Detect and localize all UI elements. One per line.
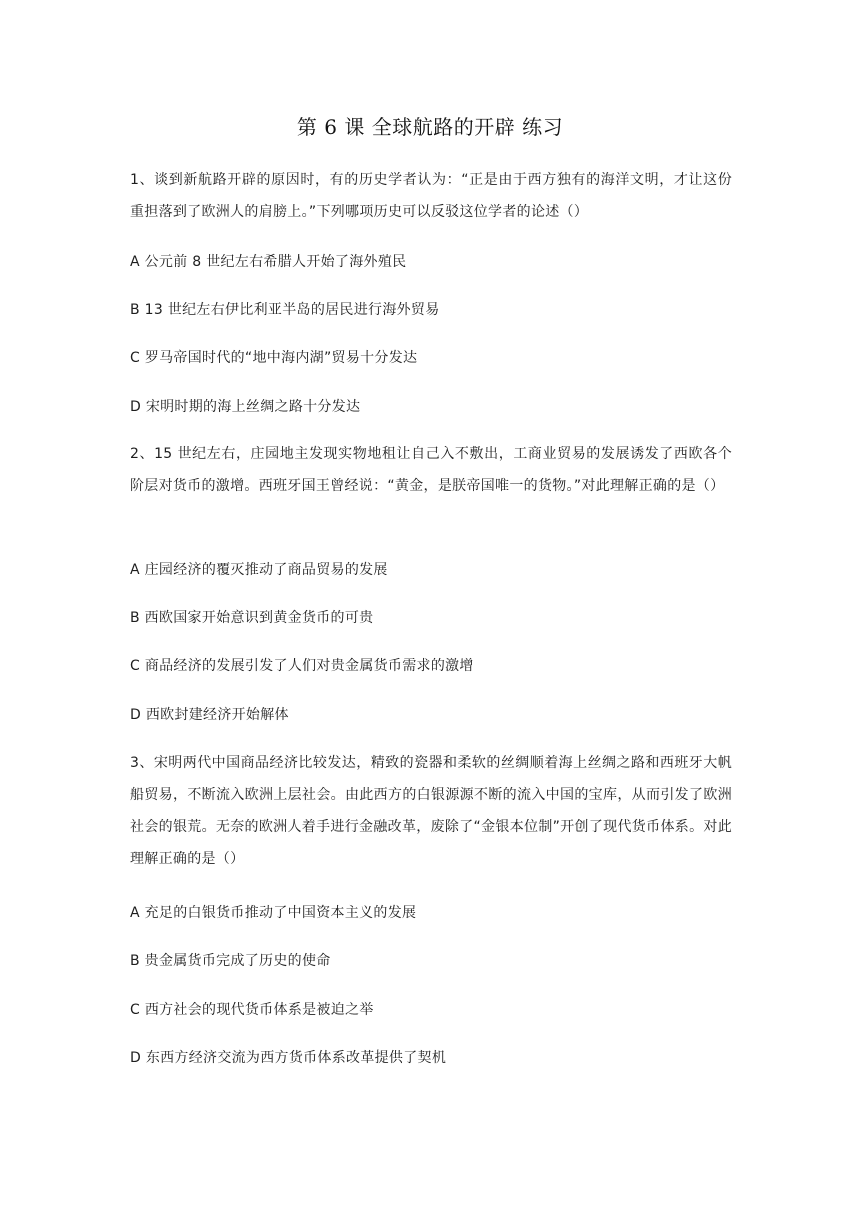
question-1-option-b: B 13 世纪左右伊比利亚半岛的居民进行海外贸易 [130,302,440,318]
question-1-option-d: D 宋明时期的海上丝绸之路十分发达 [130,399,361,415]
question-3-option-c: C 西方社会的现代货币体系是被迫之举 [130,1002,374,1018]
question-1-option-c: C 罗马帝国时代的“地中海内湖”贸易十分发达 [130,350,418,366]
question-2-stem: 2、15 世纪左右，庄园地主发现实物地租让自己入不敷出，工商业贸易的发展诱发了西欧各个阶层对货币的激增。西班牙国王曾经说：“黄金，是朕帝国唯一的货物。”对此理解正确的是（） [130,446,732,494]
question-3-option-d: D 东西方经济交流为西方货币体系改革提供了契机 [130,1050,447,1066]
question-2-option-b: B 西欧国家开始意识到黄金货币的可贵 [130,610,374,626]
question-3-stem: 3、宋明两代中国商品经济比较发达，精致的瓷器和柔软的丝绸顺着海上丝绸之路和西班牙大帆船贸易，不断流入欧洲上层社会。由此西方的白银源源不断的流入中国的宝库，从而引发了欧洲社会的银荒。无奈的欧洲人着手进行金融改革，废除了“金银本位制”开创了现代货币体系。对此理解正确的是（） [130,755,732,867]
question-1-option-a: A 公元前 8 世纪左右希腊人开始了海外殖民 [130,254,407,270]
question-2-option-a: A 庄园经济的覆灭推动了商品贸易的发展 [130,562,388,578]
question-2-option-d: D 西欧封建经济开始解体 [130,707,289,723]
question-3-option-b: B 贵金属货币完成了历史的使命 [130,953,331,969]
question-2-option-c: C 商品经济的发展引发了人们对贵金属货币需求的激增 [130,658,474,674]
page-title: 第 6 课 全球航路的开辟 练习 [296,115,564,139]
question-1-stem: 1、谈到新航路开辟的原因时，有的历史学者认为：“正是由于西方独有的海洋文明，才让这份重担落到了欧洲人的肩膀上。”下列哪项历史可以反驳这位学者的论述（） [130,172,732,220]
question-3-option-a: A 充足的白银货币推动了中国资本主义的发展 [130,905,417,921]
